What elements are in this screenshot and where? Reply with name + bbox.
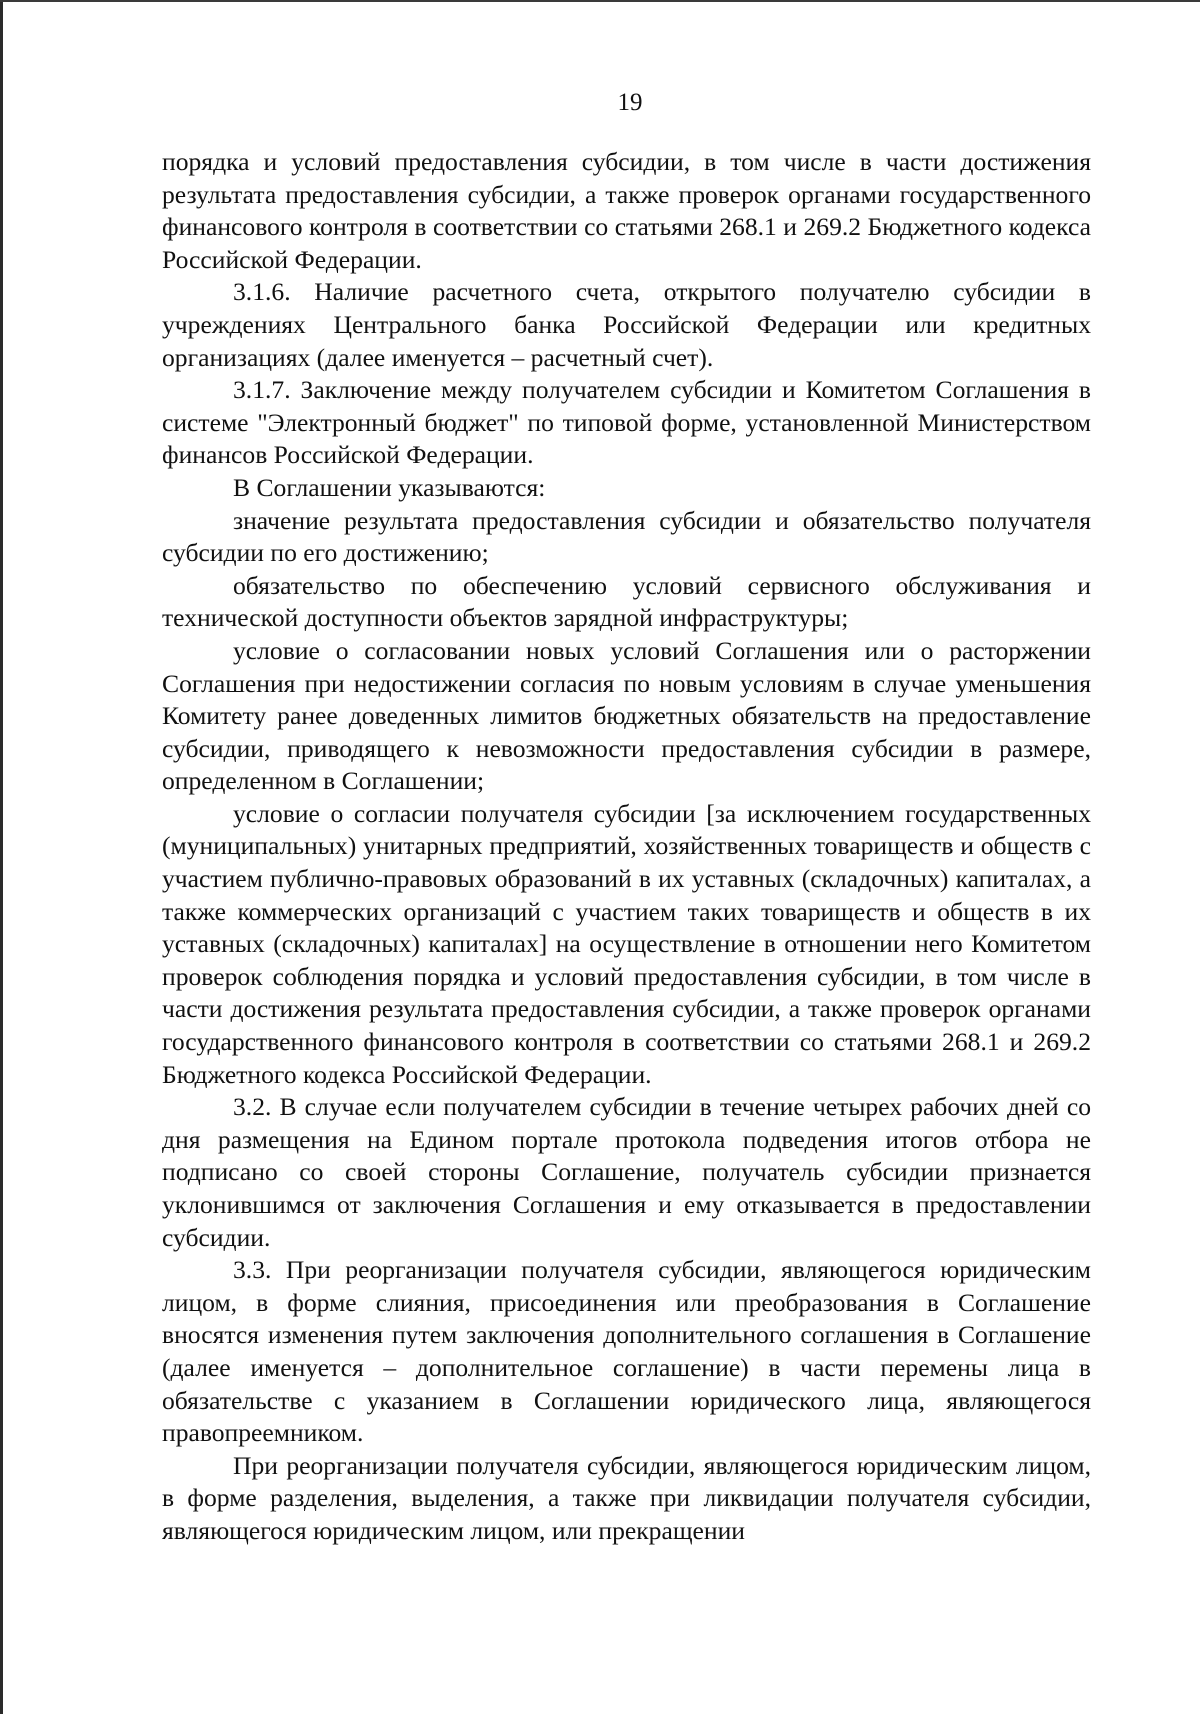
- paragraph-continuation: порядка и условий предоставления субсидии, в том числе в части достижения результата предоставления субсидии, а также проверок органами государственного финансового контроля в соответствии со статьями 268.1 и 269.2 Бюджетного кодекса Российской Федерации.: [162, 147, 1091, 274]
- paragraph-new-conditions: условие о согласовании новых условий Соглашения или о расторжении Соглашения при недостижении согласия по новым условиям в случае уменьшения Комитету ранее доведенных лимитов бюджетных обязательств на предоставление субсидии, приводящего к невозможности предоставления субсидии в размере, определенном в Соглашении;: [162, 635, 1091, 796]
- paragraph-consent-condition: условие о согласии получателя субсидии [за исключением государственных (муниципальных) унитарных предприятий, хозяйственных товариществ и обществ с участием публично-правовых образований в их уставных (складочных) капиталах, а также коммерческих организаций с участием таких товариществ и обществ в их уставных (складочных) капиталах] на осуществление в отношении него Комитетом проверок соблюдения порядка и условий предоставления субсидии, в том числе в части достижения результата предоставления субсидии, а также проверок органами государственного финансового контроля в соответствии со статьями 268.1 и 269.2 Бюджетного кодекса Российской Федерации.: [162, 798, 1091, 1089]
- scan-edge-top: [0, 0, 1200, 2]
- paragraph-agreement-contents: В Соглашении указываются:: [233, 472, 546, 502]
- paragraph-reorganization: При реорганизации получателя субсидии, являющегося юридическим лицом, в форме разделения, выделения, а также при ликвидации получателя субсидии, являющегося юридическим лицом, или прекращении: [162, 1450, 1091, 1545]
- paragraph-3-1-7: 3.1.7. Заключение между получателем субсидии и Комитетом Соглашения в системе "Электронный бюджет" по типовой форме, установленной Министерством финансов Российской Федерации.: [162, 375, 1091, 470]
- document-text: [162, 146, 1091, 1548]
- paragraph-3-2: 3.2. В случае если получателем субсидии в течение четырех рабочих дней со дня размещения на Едином портале протокола подведения итогов отбора не подписано со своей стороны Соглашение, получатель субсидии признается уклонившимся от заключения Соглашения и ему отказывается в предоставлении субсидии.: [162, 1092, 1091, 1252]
- paragraph-service-obligation: обязательство по обеспечению условий сервисного обслуживания и технической доступности объектов зарядной инфраструктуры;: [162, 570, 1091, 633]
- scan-edge-left: [0, 0, 3, 1714]
- paragraph-3-1-6: 3.1.6. Наличие расчетного счета, открытого получателю субсидии в учреждениях Центрального банка Российской Федерации или кредитных организациях (далее именуется – расчетный счет).: [162, 277, 1091, 372]
- page-number: 19: [617, 89, 643, 116]
- paragraph-result-value: значение результата предоставления субсидии и обязательство получателя субсидии по его достижению;: [162, 505, 1091, 568]
- paragraph-3-3: 3.3. При реорганизации получателя субсидии, являющегося юридическим лицом, в форме слияния, присоединения или преобразования в Соглашение вносятся изменения путем заключения дополнительного соглашения в Соглашение (далее именуется – дополнительное соглашение) в части перемены лица в обязательстве с указанием в Соглашении юридического лица, являющегося правопреемником.: [162, 1255, 1091, 1448]
